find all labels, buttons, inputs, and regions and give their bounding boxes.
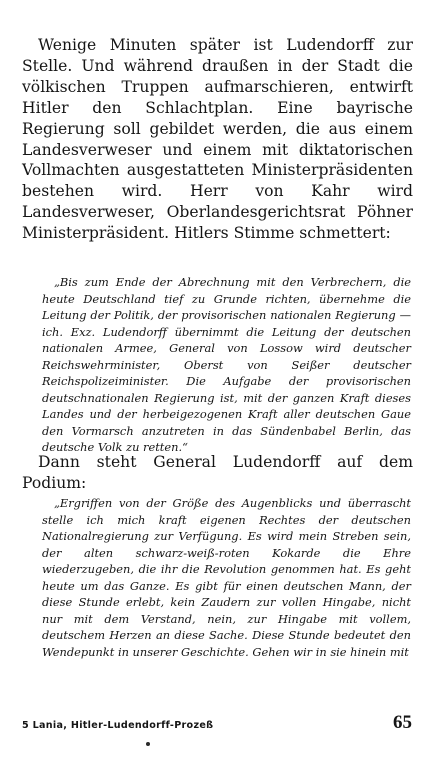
body-paragraph-2: Dann steht General Ludendorff auf dem Podium: — [22, 453, 413, 492]
ludendorff-speech-quote: „Ergriffen von der Größe des Augenblicks und überrascht stelle ich mich kraft eigenen Rechtes der deutschen Nationalregierung zur Verfügung. Es wird mein Streben sein, der alten schwarz-weiß-roten Kokarde die Ehre wiederzugeben, die ihr die Revolution genommen hat. Es geht heute um das Ganze. Es gibt für einen deutschen Mann, der diese Stunde erlebt, kein Zaudern zur vollen Hingabe, nicht nur mit dem Verstand, nein, zur Hingabe mit vollem, deutschem Herzen an diese Sache. Diese Stunde bedeutet den Wendepunkt in unserer Geschichte. Gehen wir in sie hinein mit — [42, 496, 411, 659]
hitler-speech-quote: „Bis zum Ende der Abrechnung mit den Verbrechern, die heute Deutschland tief zu Grunde richten, übernehme die Leitung der Politik, der provisorischen nationalen Regierung — ich. Exz. Ludendorff übernimmt die Leitung der deutschen nationalen Armee, General von Lossow wird deutscher Reichswehrminister, Oberst von Seißer deutscher Reichspolizeiminister. Die Aufgabe der provisorischen deutschnationalen Regierung ist, mit der ganzen Kraft dieses Landes und der herbeigezogenen Kraft aller deutschen Gaue den Vormarsch anzutreten in das Sündenbabel Berlin, das deutsche Volk zu retten.“ — [42, 275, 411, 454]
page-number: 65 — [393, 712, 412, 733]
footer-signature: 5 Lania, Hitler-Ludendorff-Prozeß — [22, 720, 214, 731]
print-speck — [146, 742, 150, 746]
body-paragraph-1: Wenige Minuten später ist Ludendorff zur Stelle. Und während draußen in der Stadt die völkischen Truppen aufmarschieren, entwirft Hitler den Schlachtplan. Eine bayrische Regierung soll gebildet werden, die aus einem Landesverweser und einem mit diktatorischen Vollmachten ausgestatteten Ministerpräsidenten bestehen wird. Herr von Kahr wird Landesverweser, Oberlandesgerichtsrat Pöhner Ministerpräsident. Hitlers Stimme schmettert: — [22, 36, 413, 243]
